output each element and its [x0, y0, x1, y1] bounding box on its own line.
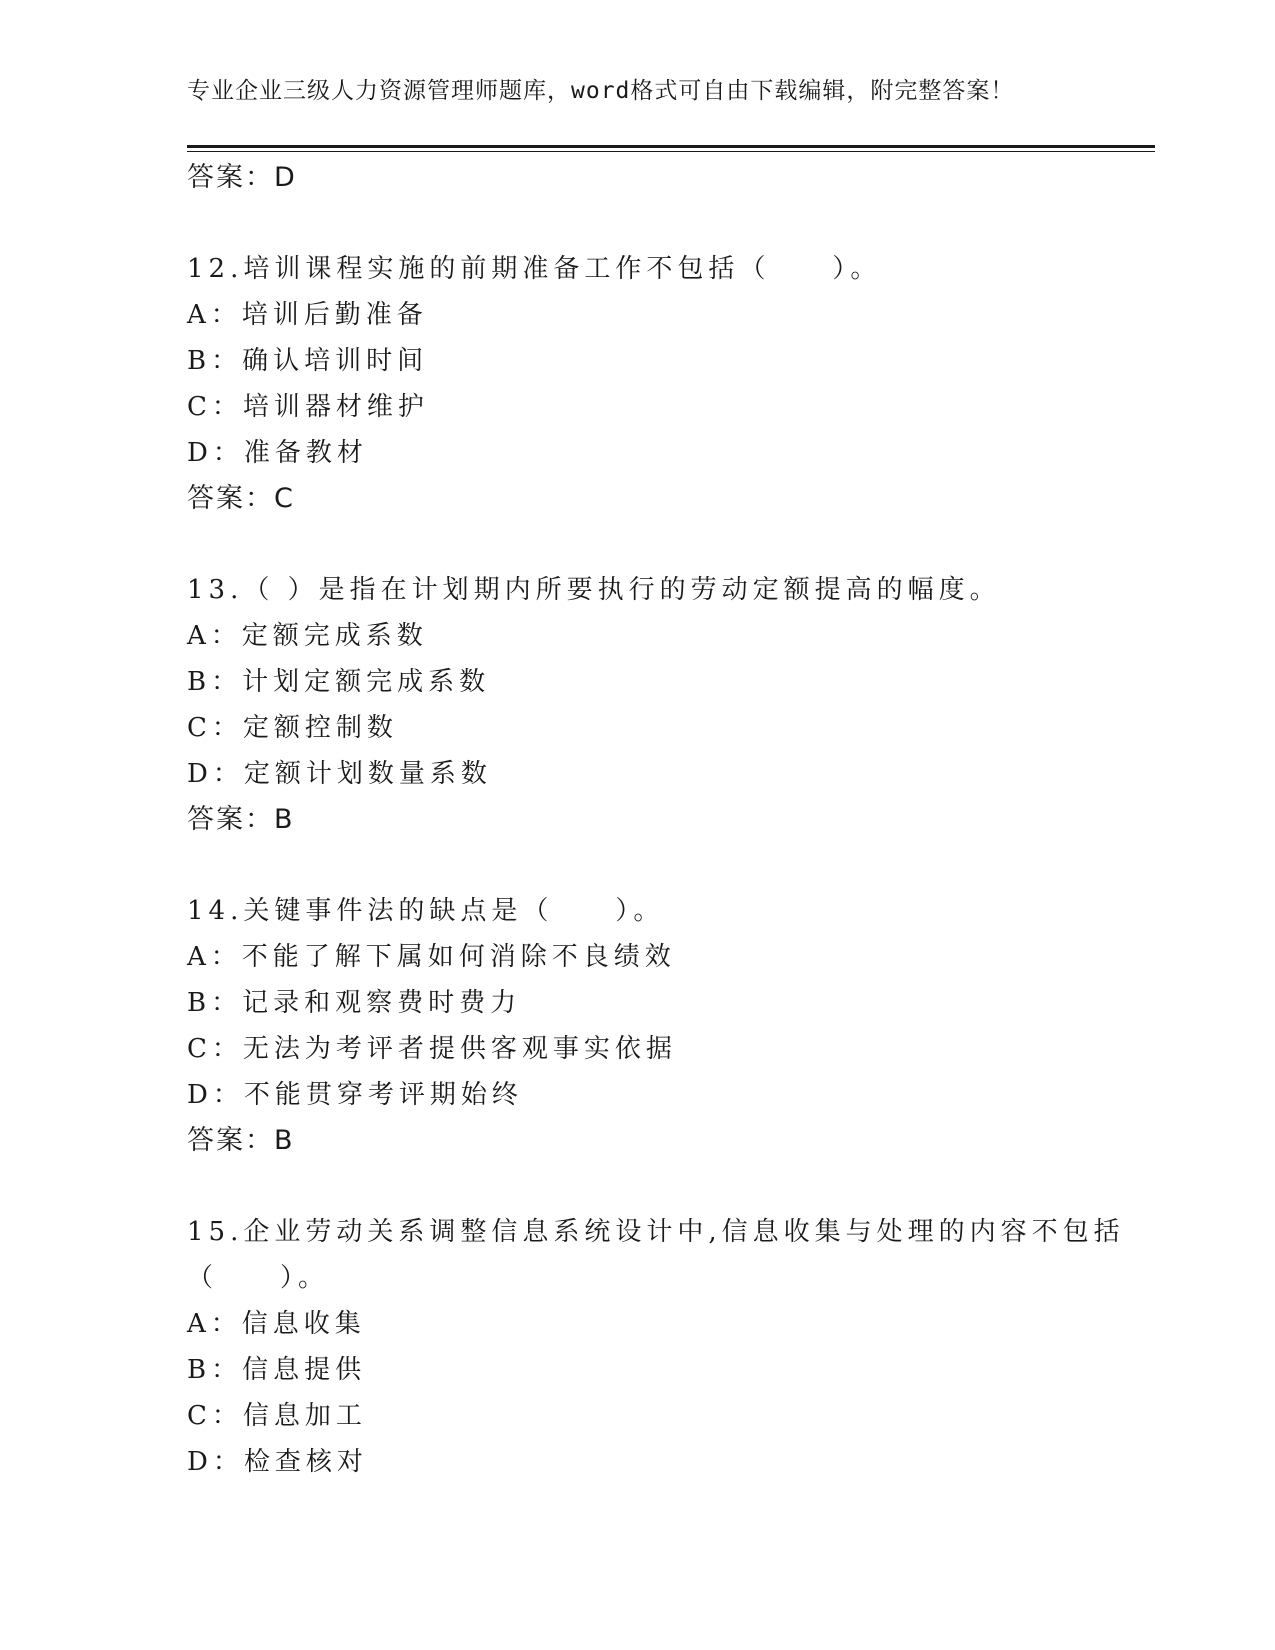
question-stem: [187, 246, 1087, 292]
question-text: （ ）是指在计划期内所要执行的劳动定额提高的幅度。: [243, 575, 1001, 605]
question-stem: [187, 888, 1087, 934]
question-text: 培训课程实施的前期准备工作不包括（ ）。: [243, 254, 882, 284]
question-stem-continued: （ ）。: [187, 1263, 330, 1293]
answer-value: D: [274, 162, 297, 193]
option-text: 计划定额完成系数: [242, 667, 491, 697]
option-a: [187, 613, 1087, 659]
question-number: 15.: [187, 1217, 244, 1247]
spacer: [187, 843, 1087, 888]
option-key: C：: [187, 713, 243, 743]
option-b: [187, 659, 1087, 705]
option-key: A：: [187, 300, 242, 330]
option-text: 不能贯穿考评期始终: [243, 1080, 523, 1110]
option-key: B：: [187, 346, 243, 376]
option-text: 培训器材维护: [242, 392, 429, 422]
option-text: 定额完成系数: [241, 621, 428, 651]
spacer: [187, 1164, 1087, 1209]
option-d: [187, 430, 1087, 476]
option-c: [187, 1026, 1087, 1072]
page-header-text: 专业企业三级人力资源管理师题库，word格式可自由下载编辑，附完整答案！: [187, 78, 1015, 104]
spacer: [187, 201, 1087, 246]
option-text: 确认培训时间: [242, 346, 429, 376]
answer-line: [187, 476, 1087, 522]
question-stem: [187, 567, 1087, 613]
option-b: [187, 1347, 1087, 1393]
header-rule-thin: [187, 151, 1155, 152]
option-text: 培训后勤准备: [241, 300, 428, 330]
spacer: [187, 522, 1087, 567]
answer-label: 答案：: [187, 804, 274, 835]
option-a: [187, 934, 1087, 980]
option-d: [187, 751, 1087, 797]
question-number: 13.: [187, 575, 244, 605]
option-text: 不能了解下属如何消除不良绩效: [241, 942, 676, 972]
header-rule-thick: [187, 145, 1155, 148]
answer-line: [187, 797, 1087, 843]
question-text: 关键事件法的缺点是（ ）。: [243, 896, 665, 926]
option-text: 记录和观察费时费力: [242, 988, 522, 1018]
option-key: A：: [187, 942, 242, 972]
option-text: 定额控制数: [242, 713, 398, 743]
question-list: [187, 155, 1125, 1485]
option-key: C：: [187, 1034, 243, 1064]
option-d: [187, 1439, 1087, 1485]
option-key: B：: [187, 667, 243, 697]
option-key: D：: [187, 759, 244, 789]
option-text: 信息提供: [242, 1355, 367, 1385]
option-c: [187, 384, 1087, 430]
option-key: D：: [187, 438, 244, 468]
option-a: [187, 1301, 1087, 1347]
option-d: [187, 1072, 1087, 1118]
option-key: B：: [187, 1355, 243, 1385]
option-text: 准备教材: [243, 438, 368, 468]
question-stem: [187, 1209, 1125, 1255]
option-b: [187, 980, 1087, 1026]
option-key: D：: [187, 1447, 244, 1477]
option-key: D：: [187, 1080, 244, 1110]
answer-label: 答案：: [187, 162, 274, 193]
option-text: 定额计划数量系数: [243, 759, 492, 789]
answer-line: [187, 1118, 1087, 1164]
option-key: B：: [187, 988, 243, 1018]
answer-line: [187, 155, 1087, 201]
option-c: [187, 705, 1087, 751]
option-c: [187, 1393, 1087, 1439]
option-text: 无法为考评者提供客观事实依据: [242, 1034, 677, 1064]
option-text: 信息加工: [242, 1401, 367, 1431]
option-key: A：: [187, 621, 242, 651]
option-key: C：: [187, 392, 243, 422]
option-b: [187, 338, 1087, 384]
question-number: 12.: [187, 254, 244, 284]
option-key: A：: [187, 1309, 242, 1339]
question-number: 14.: [187, 896, 244, 926]
option-a: [187, 292, 1087, 338]
answer-value: C: [274, 483, 295, 514]
option-key: C：: [187, 1401, 243, 1431]
answer-value: B: [274, 1125, 295, 1156]
question-text: 企业劳动关系调整信息系统设计中,信息收集与处理的内容不包括: [243, 1217, 1125, 1247]
answer-label: 答案：: [187, 1125, 274, 1156]
option-text: 信息收集: [241, 1309, 366, 1339]
answer-value: B: [274, 804, 295, 835]
option-text: 检查核对: [243, 1447, 368, 1477]
answer-label: 答案：: [187, 483, 274, 514]
